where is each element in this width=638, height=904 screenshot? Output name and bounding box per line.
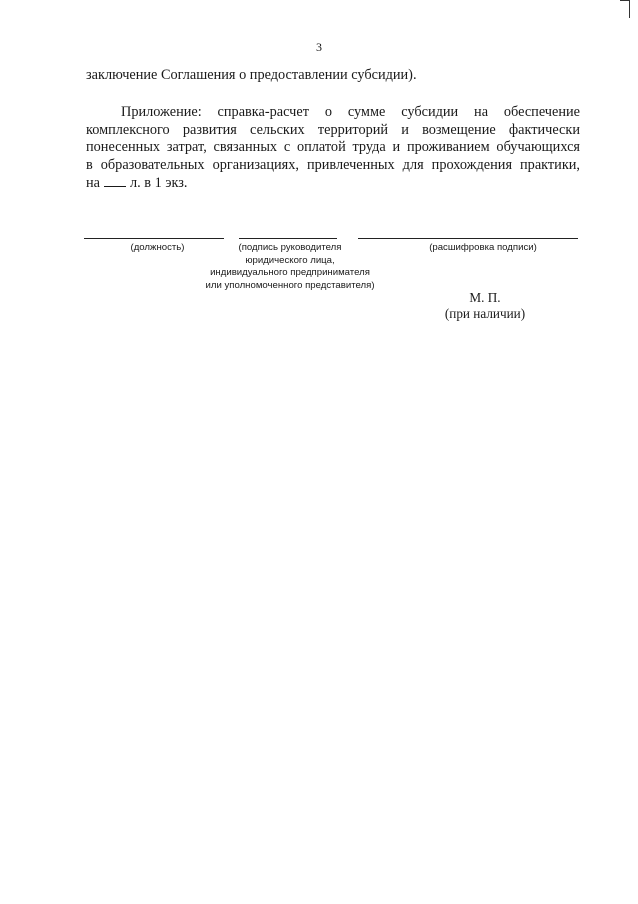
sheet-count-suffix: л. в 1 экз.	[130, 175, 188, 192]
attachment-line: Приложение: справка-расчет о сумме субсидии на обеспечение	[121, 104, 580, 120]
attachment-line: комплексного развития сельских территорий и возмещение фактически	[86, 121, 580, 138]
page-number: 3	[316, 40, 322, 54]
attachment-paragraph	[86, 104, 580, 193]
attachment-sheet-count-line	[86, 174, 580, 193]
signature-caption-line: (подпись руководителя	[238, 242, 342, 253]
signature-caption-line: или уполномоченного представителя)	[205, 279, 375, 291]
sheet-count-prefix: на	[86, 175, 100, 192]
sheet-count-blank	[104, 174, 126, 187]
name-decoding-caption: (расшифровка подписи)	[429, 242, 537, 253]
stamp-block	[430, 290, 540, 322]
signature-caption-line: юридического лица,	[245, 254, 335, 266]
stamp-note: (при наличии)	[444, 306, 526, 321]
position-caption: (должность)	[130, 242, 185, 253]
page-corner-mark	[629, 0, 630, 18]
signature-line	[239, 238, 337, 239]
continuation-text: заключение Соглашения о предоставлении субсидии).	[86, 67, 417, 83]
attachment-line: понесенных затрат, связанных с оплатой труда и проживанием обучающихся	[86, 139, 580, 156]
position-signature-line	[84, 238, 224, 239]
signature-caption	[186, 242, 394, 292]
name-decoding-line	[358, 238, 578, 239]
stamp-label: М. П.	[469, 290, 501, 305]
signature-caption-line: индивидуального предпринимателя	[210, 267, 370, 279]
attachment-line: в образовательных организациях, привлеченных для прохождения практики,	[86, 156, 580, 173]
